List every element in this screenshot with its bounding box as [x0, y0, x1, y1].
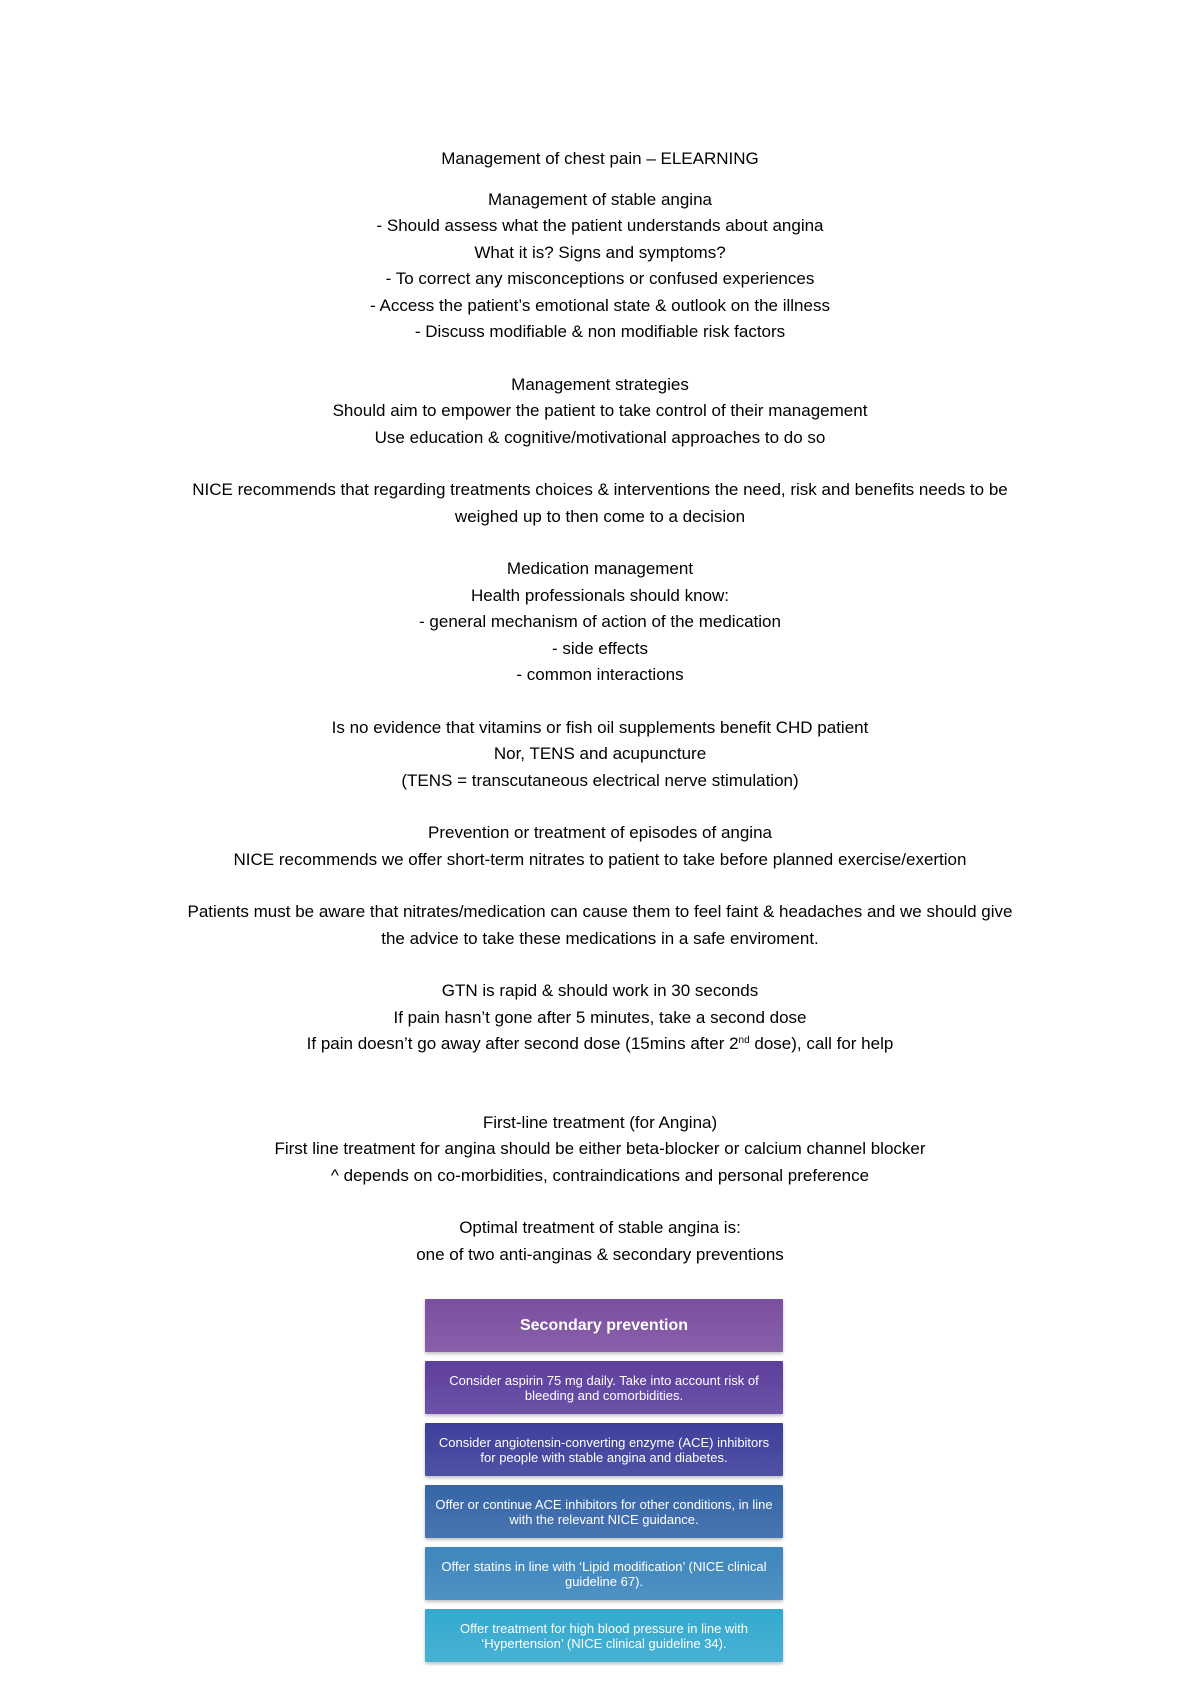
secondary-prevention-diagram	[425, 1299, 783, 1671]
text-line: - Should assess what the patient understands about angina	[376, 216, 824, 235]
document-title: Management of chest pain – ELEARNING	[441, 149, 759, 168]
text-line: Patients must be aware that nitrates/medication can cause them to feel faint & headaches and we should give	[187, 902, 1013, 921]
text-line: Health professionals should know:	[471, 585, 729, 605]
text-line: First line treatment for angina should be either beta-blocker or calcium channel blocker	[274, 1139, 926, 1158]
secondary-prevention-item: Offer or continue ACE inhibitors for other conditions, in line with the relevant NICE guidance.	[425, 1485, 783, 1538]
text-line: - common interactions	[516, 665, 684, 684]
text-fragment: If pain doesn’t go away after second dose (15mins after 2	[306, 1034, 739, 1053]
text-line: - general mechanism of action of the medication	[419, 612, 781, 631]
text-line: - To correct any misconceptions or confused experiences	[385, 269, 815, 288]
secondary-prevention-item: Consider angiotensin-converting enzyme (ACE) inhibitors for people with stable angina and diabetes.	[425, 1423, 783, 1476]
section-heading: First-line treatment (for Angina)	[482, 1112, 718, 1132]
text-line: Is no evidence that vitamins or fish oil supplements benefit CHD patient	[331, 717, 869, 737]
text-line: (TENS = transcutaneous electrical nerve stimulation)	[401, 770, 799, 790]
section-heading: Management strategies	[511, 374, 689, 394]
section-heading: Medication management	[506, 559, 694, 578]
text-line: one of two anti-anginas & secondary preventions	[416, 1244, 784, 1264]
text-line: What it is? Signs and symptoms?	[474, 242, 726, 262]
section-heading: Prevention or treatment of episodes of angina	[428, 823, 772, 842]
text-line: NICE recommends that regarding treatments choices & interventions the need, risk and benefits needs to be	[192, 480, 1008, 499]
text-line: NICE recommends we offer short-term nitrates to patient to take before planned exercise/exertion	[233, 849, 967, 869]
text-line: - Access the patient’s emotional state & outlook on the illness	[370, 295, 830, 315]
secondary-prevention-item: Consider aspirin 75 mg daily. Take into account risk of bleeding and comorbidities.	[425, 1361, 783, 1414]
text-line: Optimal treatment of stable angina is:	[459, 1218, 741, 1237]
text-line	[130, 1031, 1070, 1058]
secondary-prevention-title: Secondary prevention	[425, 1299, 783, 1352]
text-line: - Discuss modifiable & non modifiable risk factors	[414, 322, 786, 341]
text-line: weighed up to then come to a decision	[454, 506, 746, 526]
text-line: ^ depends on co-morbidities, contraindications and personal preference	[330, 1165, 870, 1185]
secondary-prevention-item: Offer treatment for high blood pressure in line with ‘Hypertension’ (NICE clinical guideline 34).	[425, 1609, 783, 1662]
section-heading: Management of stable angina	[488, 189, 712, 209]
text-line: Should aim to empower the patient to take control of their management	[332, 401, 868, 420]
text-line: If pain hasn’t gone after 5 minutes, take a second dose	[393, 1007, 807, 1027]
ordinal-superscript: nd	[738, 1035, 750, 1046]
text-line: Use education & cognitive/motivational approaches to do so	[374, 427, 826, 447]
text-fragment: dose), call for help	[749, 1034, 894, 1053]
text-line: Nor, TENS and acupuncture	[493, 744, 707, 763]
text-line: - side effects	[551, 638, 649, 658]
text-line: the advice to take these medications in a safe enviroment.	[381, 928, 819, 948]
document-body	[130, 146, 1070, 1268]
text-line: GTN is rapid & should work in 30 seconds	[441, 981, 759, 1000]
secondary-prevention-item: Offer statins in line with ‘Lipid modification’ (NICE clinical guideline 67).	[425, 1547, 783, 1600]
